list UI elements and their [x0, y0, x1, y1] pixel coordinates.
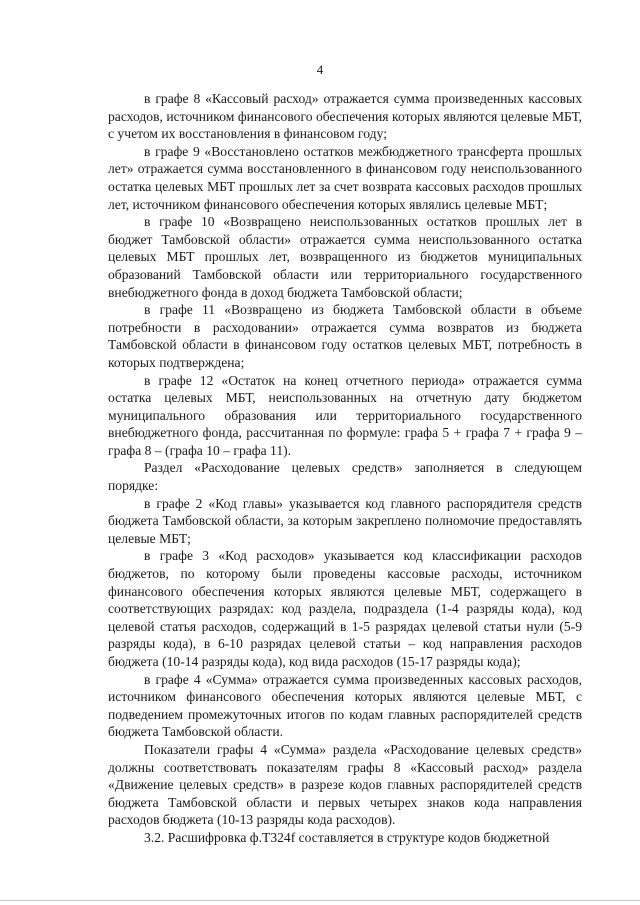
page-number: 4: [316, 62, 324, 77]
paragraph-grafa-8: в графе 8 «Кассовый расход» отражается сумма произведенных кассовых расходов, источником финансового обеспечения которых являются целевые МБТ, с учетом их восстановления в финансовом году;: [108, 91, 582, 142]
paragraph-grafa-12: в графе 12 «Остаток на конец отчетного периода» отражается сумма остатка целевых МБТ, неиспользованных на отчетную дату бюджетом муниципального образования или территориального государственного внебюджетного фонда, рассчитанная по формуле: графа 5 + графа 7 + графа 9 – графа 8 – (графа 10 – графа 11).: [108, 372, 582, 458]
paragraph-grafa-3: в графе 3 «Код расходов» указывается код классификации расходов бюджетов, по которому были проведены кассовые расходы, источником финансового обеспечения которых являются целевые МБТ, содержащего в соответствующих разрядах: код раздела, подраздела (1-4 разряды кода), код целевой статья расходов, содержащий в 1-5 разрядах целевой статьи нули (5-9 разряды кода), в 6-10 разрядах целевой статьи – код направления расходов бюджета (10-14 разряды кода), код вида расходов (15-17 разряды кода);: [108, 548, 582, 669]
paragraph-grafa-10: в графе 10 «Возвращено неиспользованных остатков прошлых лет в бюджет Тамбовской области» отражается сумма неиспользованного остатка целевых МБТ прошлых лет, возвращенного из бюджетов муниципальных образований Тамбовской области или территориального государственного внебюджетного фонда в доход бюджета Тамбовской области;: [108, 214, 582, 300]
paragraph-3-2: 3.2. Расшифровка ф.Т324f составляется в структуре кодов бюджетной: [144, 829, 550, 845]
bottom-edge-line: [0, 900, 640, 901]
paragraph-grafa-2: в графе 2 «Код главы» указывается код главного распорядителя средств бюджета Тамбовской области, за которым закреплено полномочие предоставлять целевые МБТ;: [108, 495, 582, 546]
paragraph-indicators: Показатели графы 4 «Сумма» раздела «Расходование целевых средств» должны соответствовать показателям графы 8 «Кассовый расход» раздела «Движение целевых средств» в разрезе кодов главных распорядителей средств бюджета Тамбовской области и первых четырех знаков кода направления расходов бюджета (10-13 разряды кода расходов).: [108, 741, 582, 828]
document-body: [108, 90, 582, 847]
paragraph-grafa-11: в графе 11 «Возвращено из бюджета Тамбовской области в объеме потребности в расходовании» отражается сумма возвратов из бюджета Тамбовской области в финансовом году остатков целевых МБТ, потребность в которых подтверждена;: [108, 302, 582, 370]
paragraph-section-intro: Раздел «Расходование целевых средств» заполняется в следующем порядке:: [108, 460, 582, 494]
paragraph-grafa-9: в графе 9 «Восстановлено остатков межбюджетного трансферта прошлых лет» отражается сумма восстановленного в финансовом году неиспользованного остатка целевых МБТ прошлых лет за счет возврата кассовых расходов прошлых лет, источником финансового обеспечения которых являлись целевые МБТ;: [108, 143, 582, 212]
paragraph-grafa-4: в графе 4 «Сумма» отражается сумма произведенных кассовых расходов, источником финансового обеспечения которых являются целевые МБТ, с подведением промежуточных итогов по кодам главных распорядителей средств бюджета Тамбовской области.: [108, 671, 582, 740]
